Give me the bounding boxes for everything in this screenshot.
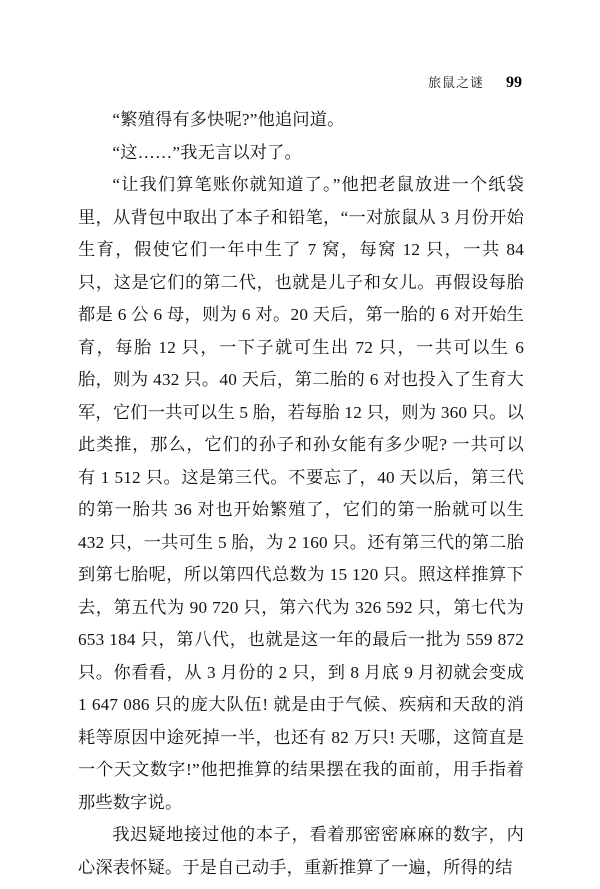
running-title: 旅鼠之谜 (427, 76, 484, 91)
body-text (78, 104, 524, 884)
page-header (0, 72, 600, 96)
paragraph: “繁殖得有多快呢?”他追问道。 (112, 110, 345, 129)
page-number: 99 (506, 74, 522, 91)
paragraph: “这……”我无言以对了。 (112, 142, 302, 162)
paragraph: 我迟疑地接过他的本子，看着那密密麻麻的数字，内心深表怀疑。于是自己动手，重新推算了一遍，所得的结 (78, 825, 524, 877)
paragraph: “让我们算笔账你就知道了。”他把老鼠放进一个纸袋里，从背包中取出了本子和铅笔，“一对旅鼠从 3 月份开始生育，假使它们一年中生了 7 窝，每窝 12 只，一共 84 只，这是它们的第二代，也就是儿子和女儿。再假设每胎都是 6 公 6 母，则为 6 对。20 天后，第一胎的 6 对开始生育，每胎 12 只，一下子就可生出 72 只，一共可以生 6 胎，则为 432 只。40 天后，第二胎的 6 对也投入了生育大军，它们一共可以生 5 胎，若每胎 12 只，则为 360 只。以此类推，那么，它们的孙子和孙女能有多少呢? 一共可以有 1 512 只。这是第三代。不要忘了，40 天以后，第三代的第一胎共 36 对也开始繁殖了，它们的第一胎就可以生 432 只，一共可生 5 胎，为 2 160 只。还有第三代的第二胎到第七胎呢，所以第四代总数为 15 120 只。照这样推算下去，第五代为 90 720 只，第六代为 326 592 只，第七代为 653 184 只，第八代，也就是这一年的最后一批为 559 872 只。你看看，从 3 月份的 2 只，到 8 月底 9 月初就会变成 1 647 086 只的庞大队伍! 就是由于气候、疾病和天敌的消耗等原因中途死掉一半，也还有 82 万只! 天哪，这简直是一个天文数字!”他把推算的结果摆在我的面前，用手指着那些数字说。 (78, 175, 524, 812)
